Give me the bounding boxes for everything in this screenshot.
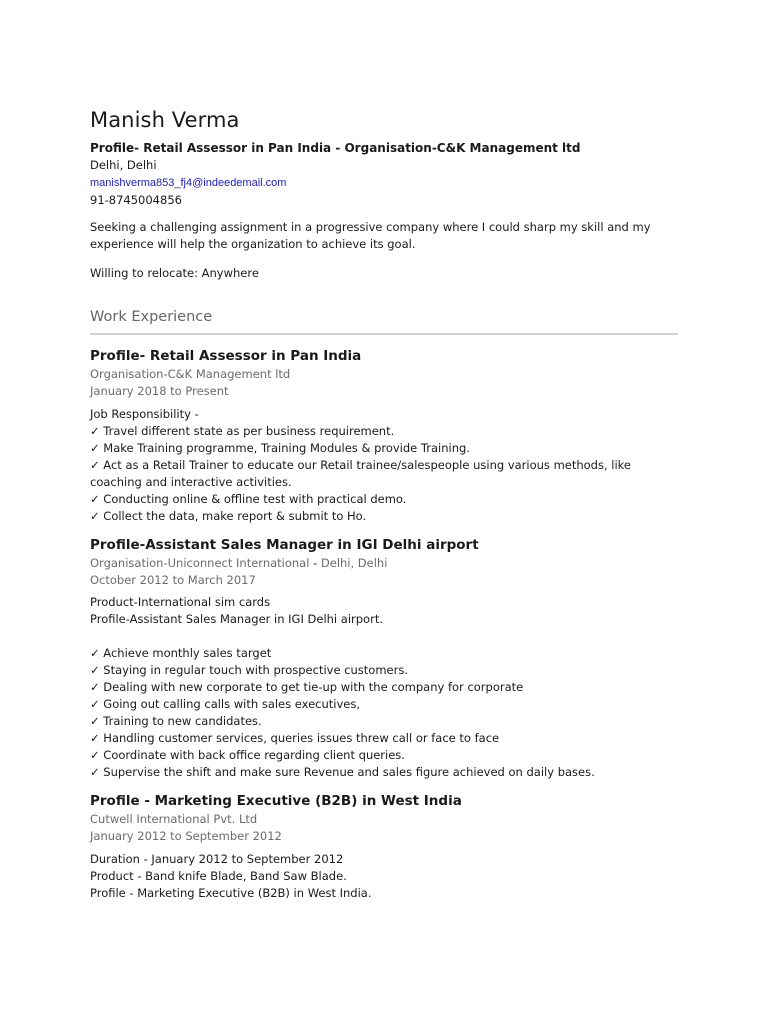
job-description-line: ✓ Achieve monthly sales target bbox=[90, 646, 272, 660]
job-description-line: ✓ Training to new candidates. bbox=[90, 714, 262, 728]
job-description-line: ✓ Staying in regular touch with prospective customers. bbox=[90, 663, 408, 677]
job-description-line: Product - Band knife Blade, Band Saw Blade. bbox=[90, 869, 347, 883]
job-company: Cutwell International Pvt. Ltd bbox=[90, 812, 258, 826]
job-description-line: ✓ Dealing with new corporate to get tie-up with the company for corporate bbox=[90, 680, 524, 694]
job-dates: October 2012 to March 2017 bbox=[90, 573, 256, 587]
job-description bbox=[90, 406, 678, 525]
job-description-line: ✓ Handling customer services, queries issues threw call or face to face bbox=[90, 731, 500, 745]
job-description bbox=[90, 594, 678, 781]
job-description-line: ✓ Act as a Retail Trainer to educate our Retail trainee/salespeople using various methods, like coaching and interactive activities. bbox=[90, 458, 631, 489]
job-description-line: ✓ Coordinate with back office regarding client queries. bbox=[90, 748, 405, 762]
job-description-line: ✓ Make Training programme, Training Modules & provide Training. bbox=[90, 441, 470, 455]
job-dates: January 2018 to Present bbox=[90, 384, 229, 398]
career-summary: Seeking a challenging assignment in a progressive company where I could sharp my skill and my experience will help the organization to achieve its goal. bbox=[90, 220, 651, 251]
job-description-line: Job Responsibility - bbox=[90, 407, 199, 421]
relocation-preference: Willing to relocate: Anywhere bbox=[90, 266, 259, 280]
job-description bbox=[90, 851, 678, 902]
job-description-line: Profile-Assistant Sales Manager in IGI Delhi airport. bbox=[90, 612, 383, 626]
job-entry bbox=[90, 791, 678, 902]
candidate-name: Manish Verma bbox=[90, 108, 240, 132]
job-description-line: ✓ Collect the data, make report & submit to Ho. bbox=[90, 509, 367, 523]
job-company: Organisation-Uniconnect International bbox=[90, 556, 310, 570]
job-description-line: ✓ Supervise the shift and make sure Revenue and sales figure achieved on daily bases. bbox=[90, 765, 595, 779]
job-description-line: Product-International sim cards bbox=[90, 595, 271, 609]
job-title: Profile - Marketing Executive (B2B) in West India bbox=[90, 793, 462, 809]
job-dates: January 2012 to September 2012 bbox=[90, 829, 282, 843]
resume-page bbox=[90, 106, 678, 902]
job-title: Profile-Assistant Sales Manager in IGI Delhi airport bbox=[90, 537, 479, 553]
job-description-line: Profile - Marketing Executive (B2B) in West India. bbox=[90, 886, 372, 900]
candidate-location: Delhi, Delhi bbox=[90, 158, 157, 172]
candidate-phone: 91-8745004856 bbox=[90, 193, 182, 207]
job-location: Delhi, Delhi bbox=[320, 556, 388, 570]
job-company-line bbox=[90, 555, 678, 572]
job-entry bbox=[90, 535, 678, 781]
job-entry bbox=[90, 346, 678, 525]
job-title: Profile- Retail Assessor in Pan India bbox=[90, 348, 362, 364]
candidate-email-link[interactable]: manishverma853_fj4@indeedemail.com bbox=[90, 177, 287, 189]
job-description-line: Duration - January 2012 to September 2012 bbox=[90, 852, 344, 866]
work-experience-heading: Work Experience bbox=[90, 307, 678, 335]
job-description-line: ✓ Conducting online & offline test with practical demo. bbox=[90, 492, 407, 506]
job-company: Organisation-C&K Management ltd bbox=[90, 367, 291, 381]
job-description-line: ✓ Travel different state as per business requirement. bbox=[90, 424, 395, 438]
candidate-headline: Profile- Retail Assessor in Pan India - Organisation-C&K Management ltd bbox=[90, 141, 581, 155]
company-location-separator: - bbox=[309, 556, 321, 570]
job-description-line: ✓ Going out calling calls with sales executives, bbox=[90, 697, 361, 711]
blank-line bbox=[90, 628, 678, 645]
